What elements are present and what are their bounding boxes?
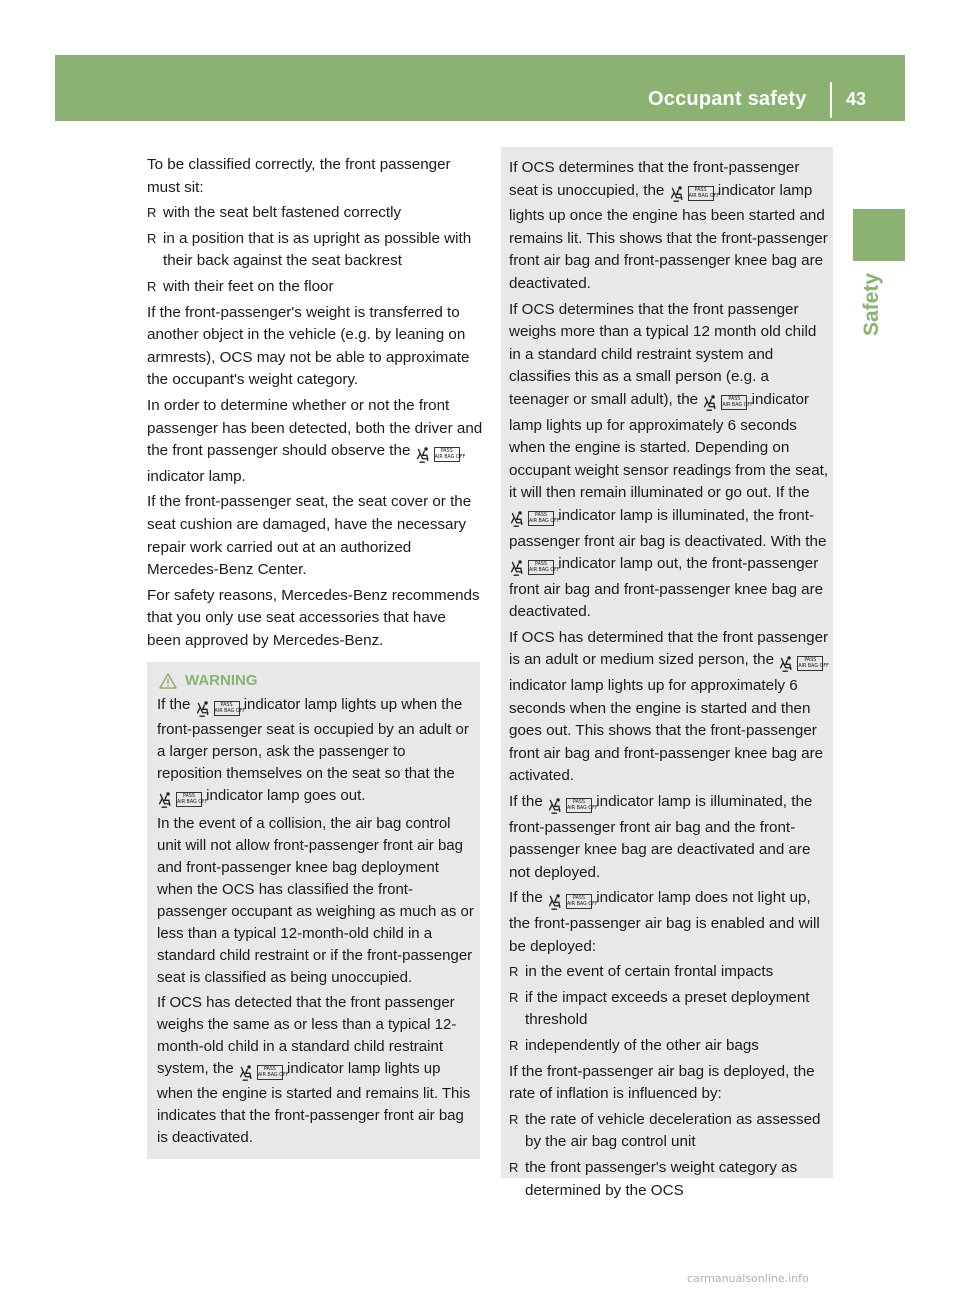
paragraph [157, 992, 474, 1149]
indicator-line1: PASS [573, 799, 585, 805]
list-item: R in the event of certain frontal impacts [509, 961, 829, 984]
pass-airbag-off-indicator [415, 443, 466, 466]
indicator-line1: PASS [535, 513, 547, 519]
paragraph-text: If OCS has detected that the front passenger weighs the same as or less than a typical 12-month-old child in a standard child restraint system, the [157, 994, 457, 1077]
left-column [147, 154, 483, 655]
paragraph-text: indicator lamp goes out. [206, 787, 366, 804]
right-column [509, 157, 829, 1205]
paragraph-text: indicator lamp lights up when the front-passenger seat is occupied by an adult or a larger person, ask the passenger to reposition themselves on the seat so that the [157, 696, 469, 782]
indicator-line2: AIR BAG OFF [722, 403, 753, 409]
paragraph-text: indicator lamp lights up for approximately 6 seconds when the engine is started. Depending on occupant weight sensor readings from the seat, it will then remain illuminated or go out. If the [509, 390, 829, 502]
indicator-line1: PASS [440, 448, 453, 454]
indicator-line2: AIR BAG OFF [529, 567, 560, 573]
indicator-line1: PASS [183, 793, 195, 799]
page-title: Occupant safety [648, 88, 807, 110]
paragraph [509, 791, 829, 884]
pass-airbag-off-indicator [509, 508, 560, 531]
seat-occupant-icon [669, 185, 686, 202]
indicator-line2: AIR BAG OFF [688, 194, 720, 200]
warning-heading [157, 670, 474, 692]
paragraph-text: indicator lamp lights up once the engine has been started and remains lit. This shows that the front-passenger front air bag and front-passenger knee bag are deactivated. [509, 181, 828, 292]
indicator-line2: AIR BAG OFF [214, 708, 246, 714]
pass-airbag-off-symbol [434, 447, 466, 462]
pass-airbag-off-indicator [238, 1061, 289, 1083]
indicator-line2: AIR BAG OFF [567, 805, 598, 811]
indicator-line1: PASS [263, 1066, 276, 1072]
pass-airbag-off-indicator [195, 697, 246, 719]
paragraph-text: If the [157, 696, 191, 713]
pass-airbag-off-symbol [257, 1065, 289, 1080]
indicator-line1: PASS [220, 702, 233, 708]
seat-occupant-icon [509, 510, 526, 527]
pass-airbag-off-indicator [669, 183, 720, 206]
paragraph-text: indicator lamp. [147, 467, 246, 485]
indicator-line1: PASS [804, 657, 817, 663]
list-item: R with their feet on the floor [147, 276, 483, 299]
pass-airbag-off-symbol [214, 701, 246, 716]
page-number: 43 [846, 89, 867, 109]
seat-occupant-icon [509, 559, 526, 576]
seat-occupant-icon [547, 893, 564, 910]
paragraph [509, 299, 829, 624]
warning-label: WARNING [185, 672, 258, 689]
list-item: R independently of the other air bags [509, 1035, 829, 1058]
seat-occupant-icon [195, 700, 212, 717]
pass-airbag-off-indicator [547, 890, 598, 913]
pass-airbag-off-symbol [797, 656, 829, 671]
pass-airbag-off-indicator [157, 788, 208, 810]
indicator-line1: PASS [573, 895, 585, 901]
pass-airbag-off-indicator [547, 794, 598, 817]
indicator-line2: AIR BAG OFF [177, 799, 208, 805]
paragraph: To be classified correctly, the front passenger must sit: [147, 156, 451, 196]
list-item: R the rate of vehicle deceleration as assessed by the air bag control unit [509, 1109, 829, 1154]
warning-content [157, 670, 474, 1152]
indicator-line2: AIR BAG OFF [257, 1072, 289, 1078]
paragraph: If the front-passenger seat, the seat cover or the seat cushion are damaged, have the necessary repair work carried out at an authorized Mercedes-Benz Center. [147, 493, 472, 579]
paragraph-text: indicator lamp does not light up, the front-passenger air bag is enabled and will be deployed: [509, 889, 820, 955]
indicator-line2: AIR BAG OFF [434, 454, 466, 460]
list-item: R the front passenger's weight category as determined by the OCS [509, 1157, 829, 1202]
seat-occupant-icon [415, 446, 432, 463]
seat-occupant-icon [702, 394, 719, 411]
paragraph-text: If the [509, 889, 543, 907]
paragraph [509, 627, 829, 788]
seat-occupant-icon [547, 797, 564, 814]
list-item: R with the seat belt fastened correctly [147, 202, 483, 225]
indicator-line1: PASS [694, 188, 707, 194]
pass-airbag-off-symbol [721, 395, 753, 410]
pass-airbag-off-indicator [509, 556, 560, 579]
paragraph-text: indicator lamp lights up when the engine is started and remains lit. This indicates that the front-passenger front air bag is deactivated. [157, 1060, 471, 1146]
indicator-line1: PASS [728, 397, 741, 403]
paragraph: In the event of a collision, the air bag control unit will not allow front-passenger front air bag and front-passenger knee bag deployment when the OCS has classified the front-passenger occupant as weighing as much as or less than a typical 12-month-old child in a standard child restraint or if the front-passenger seat is classified as being unoccupied. [157, 815, 474, 986]
section-tab-label: Safety [860, 272, 883, 336]
paragraph: If the front-passenger's weight is transferred to another object in the vehicle (e.g. by leaning on armrests), OCS may not be able to approximate the occupant's weight category. [147, 303, 470, 389]
watermark: carmanualsonline.info [687, 1272, 809, 1285]
indicator-line2: AIR BAG OFF [567, 901, 598, 907]
pass-airbag-off-symbol [528, 560, 560, 575]
pass-airbag-off-symbol [688, 186, 720, 201]
paragraph [509, 157, 829, 296]
paragraph: If the front-passenger air bag is deployed, the rate of inflation is influenced by: [509, 1062, 815, 1103]
paragraph-text: indicator lamp is illuminated, the front-passenger front air bag is deactivated. With the [509, 506, 827, 550]
paragraph-text: If OCS determines that the front-passenger seat is unoccupied, the [509, 159, 800, 199]
paragraph [509, 887, 829, 958]
seat-occupant-icon [238, 1064, 255, 1081]
pass-airbag-off-indicator [778, 652, 829, 675]
seat-occupant-icon [157, 791, 174, 808]
pass-airbag-off-indicator [702, 392, 753, 415]
section-tab-marker [853, 209, 905, 261]
paragraph-text: If the [509, 793, 543, 811]
list-item: R if the impact exceeds a preset deployment threshold [509, 987, 829, 1032]
paragraph-text: If OCS determines that the front passenger weighs more than a typical 12 month old child in a standard child restraint system and classifies this as a small person (e.g. a teenager or small adult), the [509, 300, 817, 408]
warning-triangle-icon [159, 673, 177, 689]
paragraph-text: indicator lamp is illuminated, the front-passenger front air bag and the front-passenger knee bag are deactivated and are not deployed. [509, 793, 813, 881]
paragraph [147, 395, 483, 488]
list-item: R in a position that is as upright as possible with their back against the seat backrest [147, 228, 483, 273]
indicator-line2: AIR BAG OFF [529, 519, 560, 525]
paragraph-text: indicator lamp out, the front-passenger front air bag and front-passenger knee bag are deactivated. [509, 555, 824, 621]
indicator-line2: AIR BAG OFF [798, 663, 829, 669]
paragraph [157, 694, 474, 810]
pass-airbag-off-symbol [566, 894, 598, 909]
indicator-line1: PASS [535, 561, 547, 567]
pass-airbag-off-symbol [528, 511, 560, 526]
paragraph-text: In order to determine whether or not the front passenger has been detected, both the driver and the front passenger should observe the [147, 396, 483, 460]
pass-airbag-off-symbol [176, 792, 208, 807]
paragraph: For safety reasons, Mercedes-Benz recommends that you only use seat accessories that have been approved by Mercedes-Benz. [147, 586, 480, 649]
seat-occupant-icon [778, 655, 795, 672]
pass-airbag-off-symbol [566, 798, 598, 813]
header-divider [830, 82, 832, 118]
paragraph-text: If OCS has determined that the front passenger is an adult or medium sized person, the [509, 628, 829, 669]
paragraph-text: indicator lamp lights up for approximately 6 seconds when the engine is started and then goes out. This shows that the front-passenger front air bag and front-passenger knee bag are activated. [509, 677, 824, 785]
